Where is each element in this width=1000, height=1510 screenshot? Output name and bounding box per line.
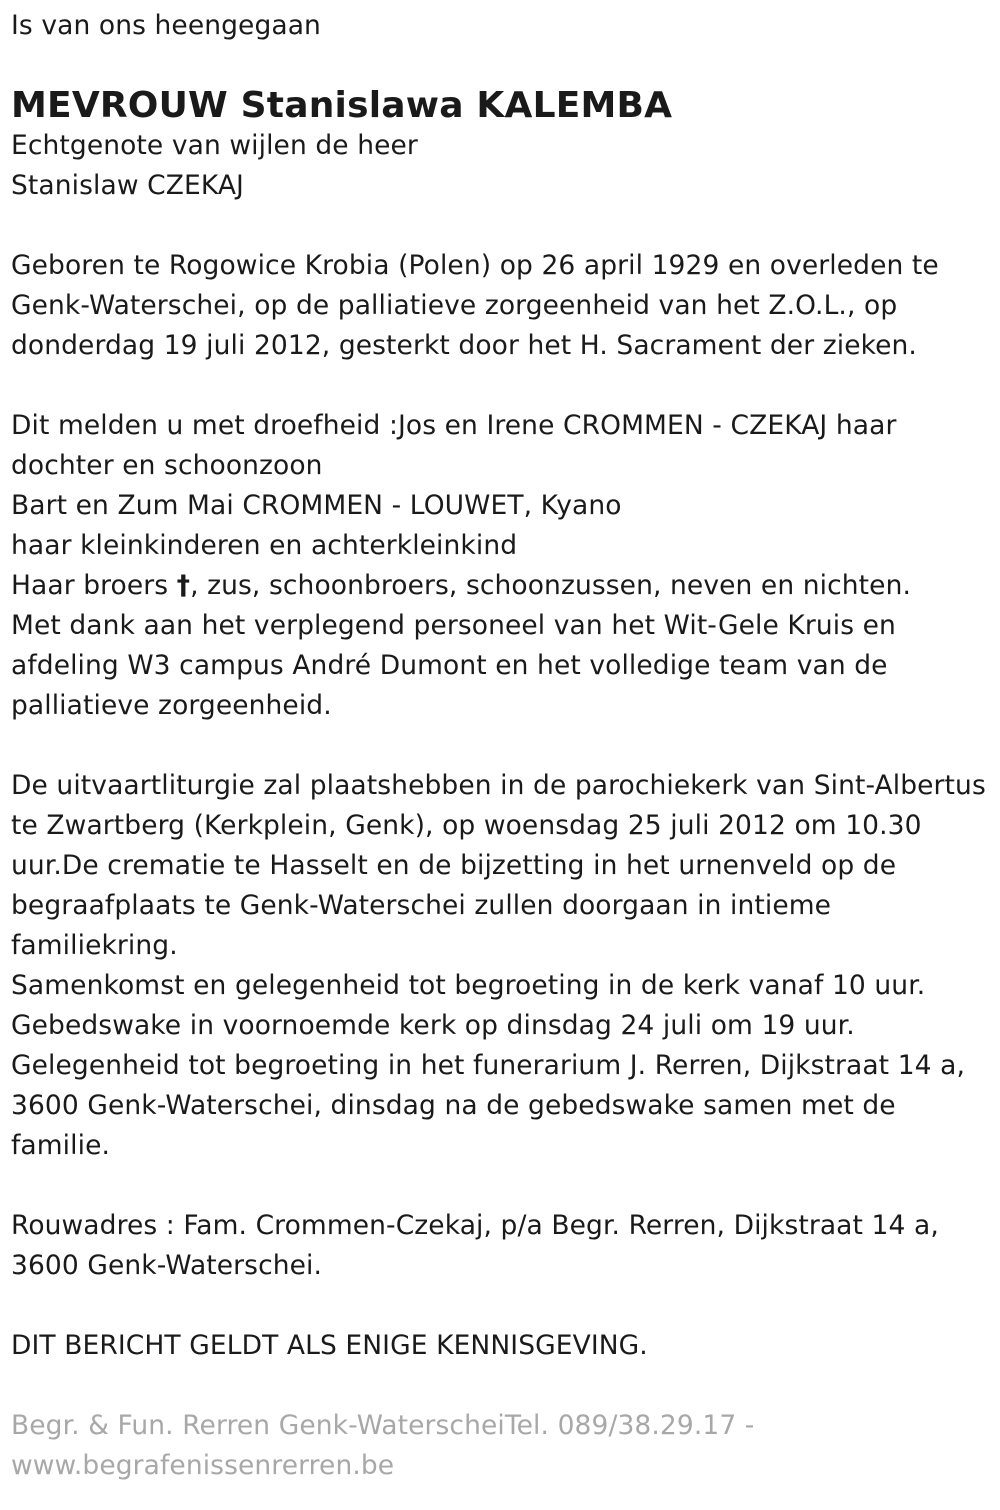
funeral-line-9: 3600 Genk-Waterschei, dinsdag na de gebedswake samen met de — [11, 1090, 896, 1121]
birth-death-line-2: Genk-Waterschei, op de palliatieve zorgeenheid van het Z.O.L., op — [11, 290, 898, 321]
deceased-name: MEVROUW Stanislawa KALEMBA — [11, 85, 673, 126]
intro-text: Is van ons heengegaan — [11, 10, 321, 41]
obituary-notice — [11, 6, 991, 1486]
spacer — [11, 1286, 991, 1326]
funeral-line-1: De uitvaartliturgie zal plaatshebben in de parochiekerk van Sint-Albertus — [11, 770, 986, 801]
notice-text: DIT BERICHT GELDT ALS ENIGE KENNISGEVING. — [11, 1330, 648, 1361]
spacer — [11, 206, 991, 246]
spacer — [11, 1166, 991, 1206]
family-line-5-suffix: , zus, schoonbroers, schoonzussen, neven en nichten. — [190, 570, 911, 601]
spacer — [11, 726, 991, 766]
funeral-line-8: Gelegenheid tot begroeting in het funerarium J. Rerren, Dijkstraat 14 a, — [11, 1050, 966, 1081]
birth-death-line-3: donderdag 19 juli 2012, gesterkt door het H. Sacrament der zieken. — [11, 330, 917, 361]
family-line-2: dochter en schoonzoon — [11, 450, 323, 481]
family-line-3: Bart en Zum Mai CROMMEN - LOUWET, Kyano — [11, 490, 622, 521]
funeral-line-7: Gebedswake in voornoemde kerk op dinsdag 24 juli om 19 uur. — [11, 1010, 855, 1041]
spacer — [11, 1366, 991, 1406]
footer-website-link[interactable]: www.begrafenissenrerren.be — [11, 1450, 395, 1481]
family-line-6: Met dank aan het verplegend personeel van het Wit-Gele Kruis en — [11, 610, 896, 641]
footer-line-1: Begr. & Fun. Rerren Genk-WaterscheiTel. 089/38.29.17 - — [11, 1410, 755, 1441]
family-line-8: palliatieve zorgeenheid. — [11, 690, 332, 721]
cross-icon: † — [176, 570, 191, 601]
address-line-1: Rouwadres : Fam. Crommen-Czekaj, p/a Begr. Rerren, Dijkstraat 14 a, — [11, 1210, 939, 1241]
funeral-line-2: te Zwartberg (Kerkplein, Genk), op woensdag 25 juli 2012 om 10.30 — [11, 810, 922, 841]
address-line-2: 3600 Genk-Waterschei. — [11, 1250, 323, 1281]
family-line-5-prefix: Haar broers — [11, 570, 177, 601]
spouse-line-1: Echtgenote van wijlen de heer — [11, 130, 418, 161]
funeral-line-6: Samenkomst en gelegenheid tot begroeting in de kerk vanaf 10 uur. — [11, 970, 926, 1001]
family-line-5 — [11, 566, 991, 606]
family-line-7: afdeling W3 campus André Dumont en het volledige team van de — [11, 650, 888, 681]
birth-death-line-1: Geboren te Rogowice Krobia (Polen) op 26 april 1929 en overleden te — [11, 250, 939, 281]
funeral-line-10: familie. — [11, 1130, 110, 1161]
family-line-1: Dit melden u met droefheid :Jos en Irene CROMMEN - CZEKAJ haar — [11, 410, 897, 441]
funeral-line-3: uur.De crematie te Hasselt en de bijzetting in het urnenveld op de — [11, 850, 897, 881]
spacer — [11, 366, 991, 406]
spouse-line-2: Stanislaw CZEKAJ — [11, 170, 244, 201]
funeral-line-5: familiekring. — [11, 930, 178, 961]
funeral-line-4: begraafplaats te Genk-Waterschei zullen doorgaan in intieme — [11, 890, 832, 921]
family-line-4: haar kleinkinderen en achterkleinkind — [11, 530, 518, 561]
